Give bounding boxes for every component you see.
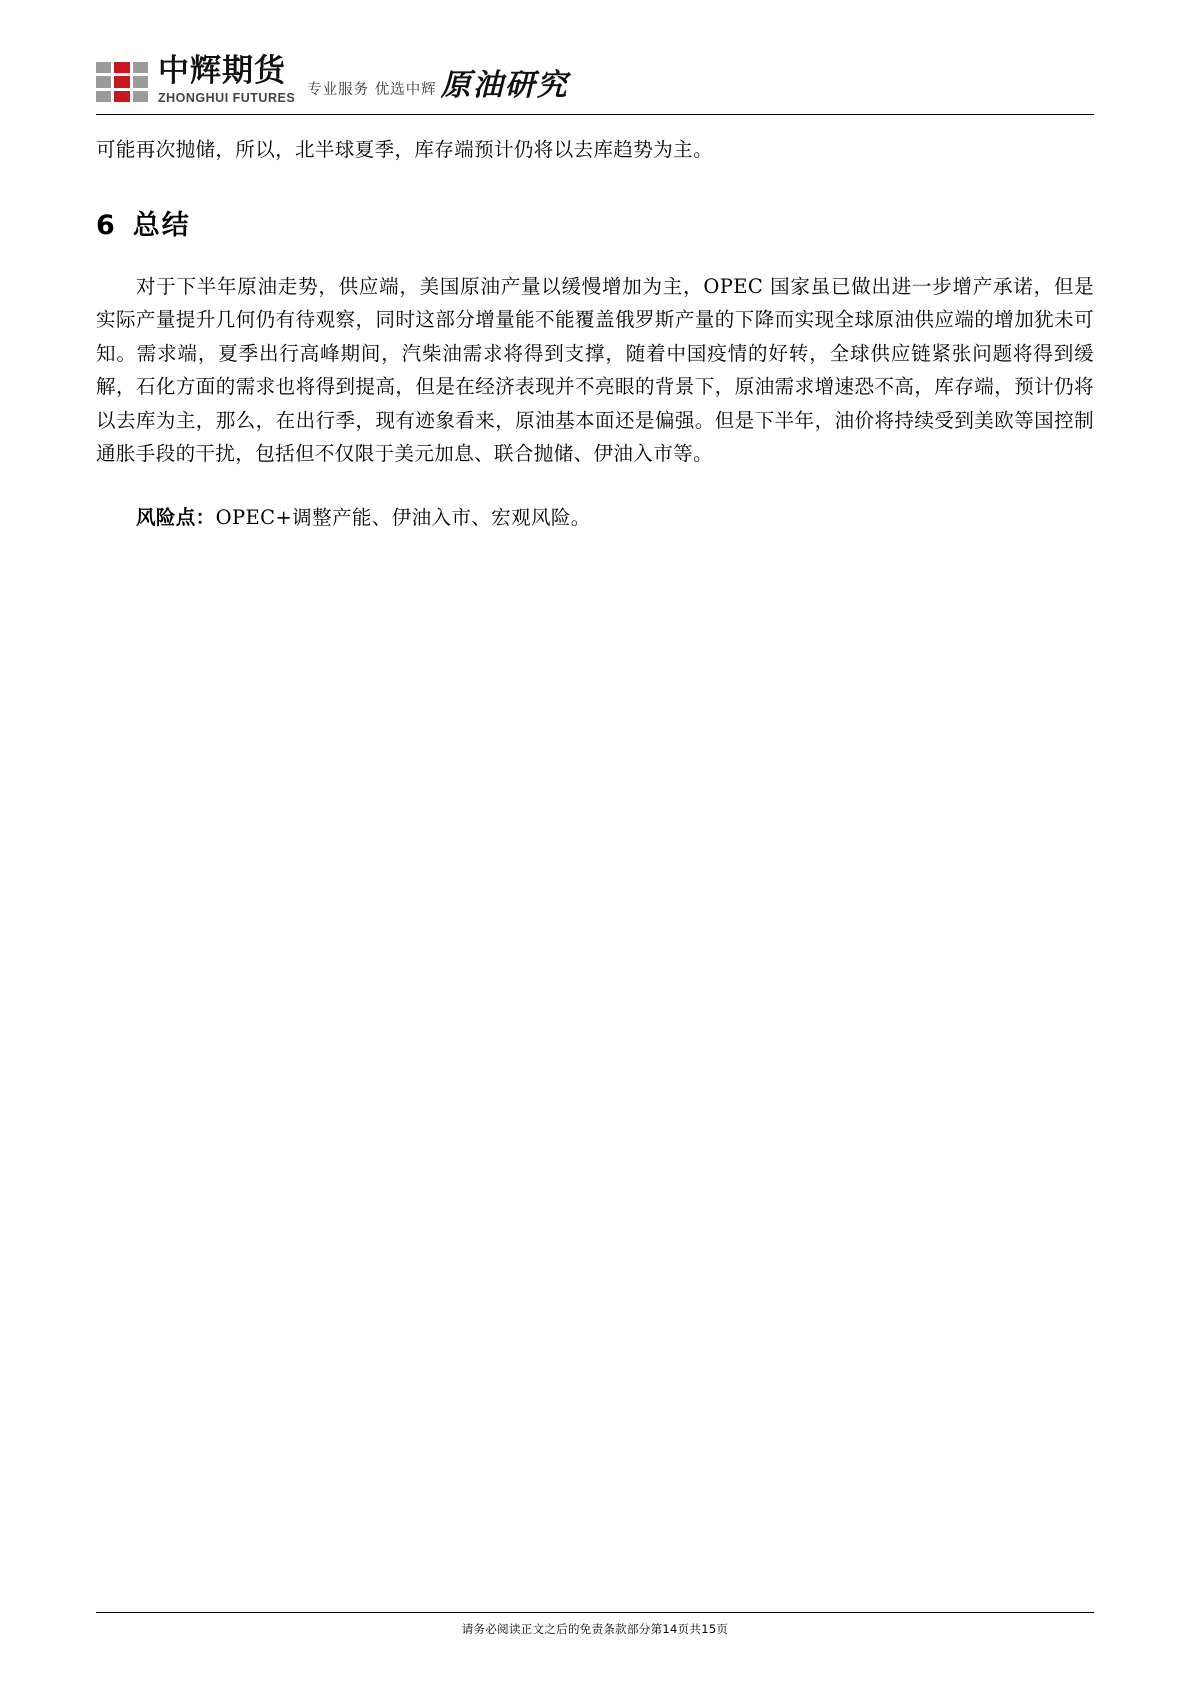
section-heading	[96, 203, 1094, 242]
continued-paragraph: 可能再次抛储，所以，北半球夏季，库存端预计仍将以去库趋势为主。	[96, 138, 713, 161]
document-body	[96, 115, 1094, 534]
section-number: 6	[96, 209, 117, 241]
brand-logo-text	[158, 52, 296, 105]
risk-point-line	[96, 501, 1094, 534]
section-title: 总结	[132, 209, 191, 241]
risk-point-text: OPEC+调整产能、伊油入市、宏观风险。	[215, 505, 591, 529]
document-title: 原油研究	[440, 68, 569, 103]
document-header	[96, 0, 1094, 114]
zhonghui-logo-mark-icon	[96, 62, 148, 102]
brand-name-en: ZHONGHUI FUTURES	[158, 90, 296, 105]
brand-slogan: 专业服务 优选中辉	[307, 82, 437, 98]
summary-paragraph: 对于下半年原油走势，供应端，美国原油产量以缓慢增加为主，OPEC 国家虽已做出进一步增产承诺，但是实际产量提升几何仍有待观察，同时这部分增量能不能覆盖俄罗斯产量的下降而实现全球原油供应端的增加犹未可知。需求端，夏季出行高峰期间，汽柴油需求将得到支撑，随着中国疫情的好转，全球供应链紧张问题将得到缓解，石化方面的需求也将得到提高，但是在经济表现并不亮眼的背景下，原油需求增速恐不高，库存端，预计仍将以去库为主，那么，在出行季，现有迹象看来，原油基本面还是偏强。但是下半年，油价将持续受到美欧等国控制通胀手段的干扰，包括但不仅限于美元加息、联合抛储、伊油入市等。	[96, 274, 1094, 466]
risk-point-label: 风险点：	[135, 505, 216, 529]
brand-name-cn: 中辉期货	[158, 52, 286, 89]
document-footer	[96, 1612, 1094, 1637]
footer-disclaimer: 请务必阅读正文之后的免责条款部分第14页共15页	[461, 1622, 729, 1636]
footer-divider	[96, 1612, 1094, 1613]
brand-logo	[96, 52, 296, 109]
